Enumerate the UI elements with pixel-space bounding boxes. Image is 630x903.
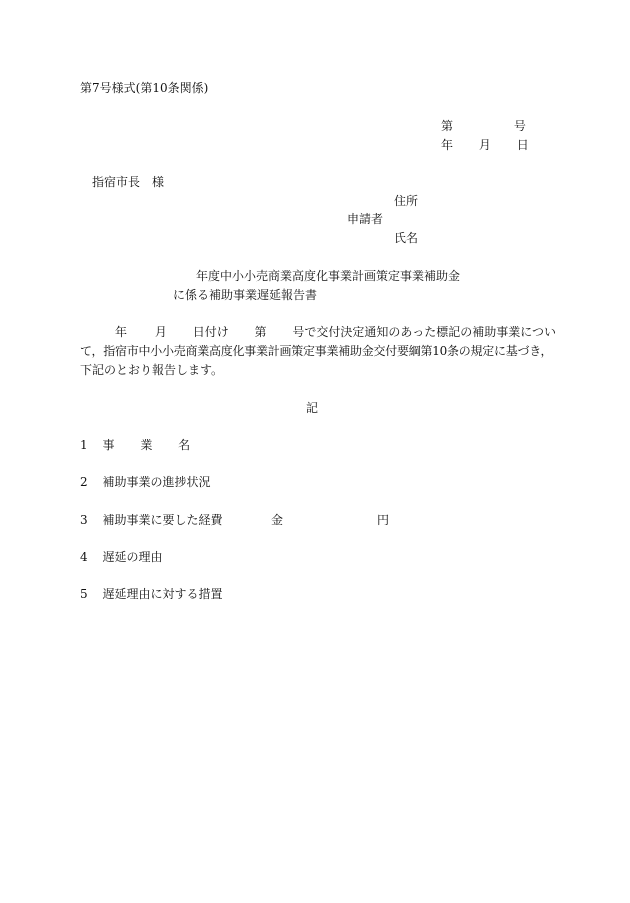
item-3 (80, 512, 222, 528)
item-label: 補助事業の進捗状況 (102, 475, 211, 489)
body-line1 (115, 324, 556, 340)
item-label-part: 事 (102, 438, 115, 452)
number-suffix: 号 (513, 119, 526, 133)
item-label: 遅延の理由 (102, 550, 163, 564)
item-label: 補助事業に要した経費 (102, 513, 223, 527)
expense-kin: 金 (271, 513, 284, 527)
item-label-part: 名 (178, 438, 191, 452)
body-line2: て，指宿市中小小売商業高度化事業計画策定事業補助金交付要綱第10条の規定に基づき， (80, 344, 553, 358)
document-title-line1: 年度中小小売商業高度化事業計画策定事業補助金 (196, 269, 461, 283)
date-month: 月 (478, 138, 491, 152)
number-prefix: 第 (441, 119, 454, 133)
document-title-line2: に係る補助事業遅延報告書 (173, 288, 318, 302)
item-5 (80, 586, 222, 602)
item-2 (80, 474, 210, 490)
body-dai: 第 (254, 325, 267, 339)
body-rest: 号で交付決定通知のあった標記の補助事業につい (292, 325, 557, 339)
item-number: 3 (80, 513, 88, 527)
date-year: 年 (441, 138, 454, 152)
form-label: 第7号様式(第10条関係) (80, 81, 209, 95)
item-number: 4 (80, 550, 88, 564)
item-number: 5 (80, 587, 88, 601)
addressee: 指宿市長 様 (92, 175, 165, 189)
body-line3: 下記のとおり報告します。 (80, 363, 224, 377)
item-label-part: 業 (140, 438, 153, 452)
body-month: 月 (154, 325, 167, 339)
name-label: 氏名 (394, 231, 419, 245)
number-line (441, 118, 526, 134)
item-1 (80, 437, 190, 453)
address-label: 住所 (394, 194, 419, 208)
date-line (441, 137, 529, 153)
expense-en: 円 (377, 513, 390, 527)
applicant-label: 申請者 (347, 212, 384, 226)
item-number: 2 (80, 475, 88, 489)
ki-heading: 記 (306, 401, 319, 415)
body-day: 日付け (192, 325, 229, 339)
item-4 (80, 549, 162, 565)
date-day: 日 (516, 138, 529, 152)
item-number: 1 (80, 438, 88, 452)
item-label: 遅延理由に対する措置 (102, 587, 223, 601)
body-year: 年 (115, 325, 128, 339)
